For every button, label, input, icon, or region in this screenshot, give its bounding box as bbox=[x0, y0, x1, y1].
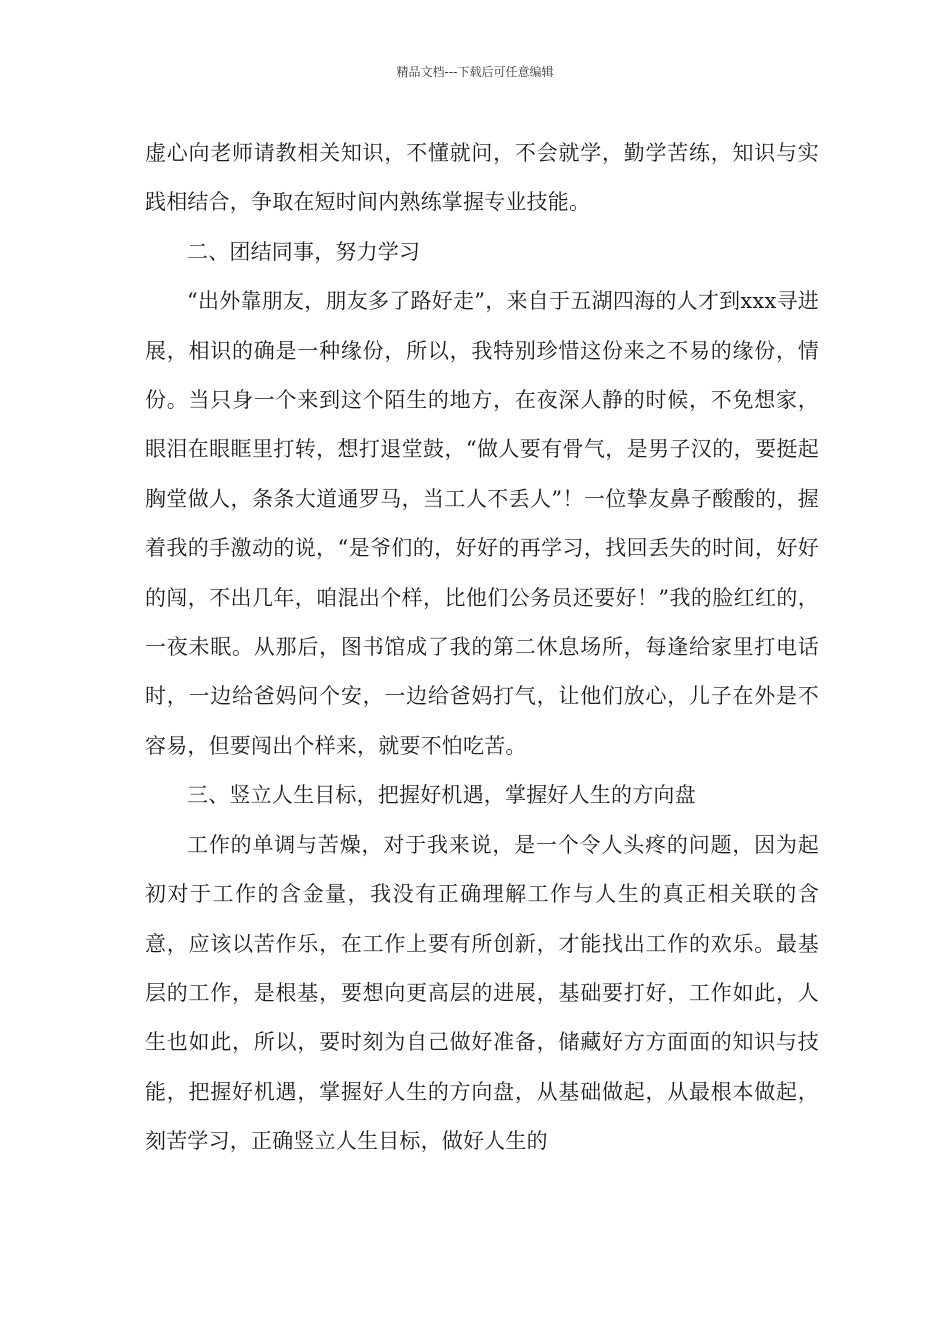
section-heading-3: 三、竖立人生目标，把握好机遇，掌握好人生的方向盘 bbox=[187, 783, 696, 808]
page-header: 精品文档---下载后可任意编辑 bbox=[396, 65, 554, 79]
document-body bbox=[145, 129, 819, 1167]
paragraph-work: 工作的单调与苦燥，对于我来说，是一个令人头疼的问题，因为起初对于工作的含金量，我没有正确理解工作与人生的真正相关联的含意，应该以苦作乐，在工作上要有所创新，才能找出工作的欢乐。最基层的工作，是根基，要想向更高层的进展，基础要打好，工作如此，人生也如此，所以，要时刻为自己做好准备，储藏好方方面面的知识与技能，把握好机遇，掌握好人生的方向盘，从基础做起，从最根本做起，刻苦学习，正确竖立人生目标，做好人生的 bbox=[145, 832, 819, 1154]
section-heading-2: 二、团结同事，努力学习 bbox=[187, 239, 421, 264]
paragraph-continuation: 虚心向老师请教相关知识，不懂就问，不会就学，勤学苦练，知识与实践相结合，争取在短时间内熟练掌握专业技能。 bbox=[145, 141, 819, 215]
paragraph-friends: “出外靠朋友，朋友多了路好走”，来自于五湖四海的人才到xxx寻进展，相识的确是一种缘份，所以，我特别珍惜这份来之不易的缘份，情份。当只身一个来到这个陌生的地方，在夜深人静的时候，不免想家，眼泪在眼眶里打转，想打退堂鼓，“做人要有骨气，是男子汉的，要挺起胸堂做人，条条大道通罗马，当工人不丢人”！一位挚友鼻子酸酸的，握着我的手激动的说，“是爷们的，好好的再学习，找回丢失的时间，好好的闯，不出几年，咱混出个样，比他们公务员还要好！”我的脸红红的，一夜未眠。从那后，图书馆成了我的第二休息场所，每逢给家里打电话时，一边给爸妈问个安，一边给爸妈打气，让他们放心，儿子在外是不容易，但要闯出个样来，就要不怕吃苦。 bbox=[145, 289, 819, 758]
